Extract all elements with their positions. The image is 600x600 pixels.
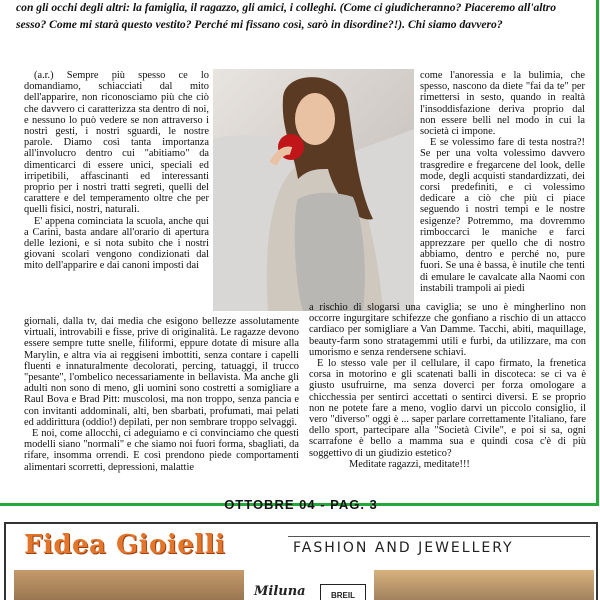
ad-store-photo	[14, 570, 244, 600]
paragraph: come l'anoressia e la bulimia, che spesso, nascono da diete "fai da te" per rimettersi in sesto, quando in realtà l'insoddisfazione deriva proprio dal non essere belli nel modo in cui la società ci impone.	[420, 70, 585, 138]
article-column-right	[420, 70, 585, 294]
ad-logo-breil: BREIL	[320, 584, 366, 600]
bottom-left-text	[24, 316, 299, 473]
page-footer: OTTOBRE 04 - PAG. 3	[224, 497, 378, 512]
divider	[288, 536, 590, 537]
advertisement	[4, 522, 598, 600]
bottom-right-text	[309, 302, 586, 470]
article-photo	[213, 69, 414, 311]
closing-line: Meditate ragazzi, meditate!!!	[349, 458, 470, 470]
paragraph: a rischio di slogarsi una caviglia; se uno è mingherlino non occorre ingurgitare schifezze che gonfiano a rischio di un attacco cardiaco per somigliare a Van Damme. Tacchi, abiti, maquillage, beauty-farm sono stratagemmi utili e furbi, da utilizzare, ma con umorismo e senza rendersene schiavi.	[309, 302, 586, 358]
article-intro: con gli occhi degli altri: la famiglia, il ragazzo, gli amici, i colleghi. (Come ci giudicheranno? Piaceremo all'altro sesso? Come mi starà questo vestito? Perché mi fissano così, sarò in disordine?!). Chi siamo davvero?	[16, 1, 557, 31]
paragraph: E se volessimo fare di testa nostra?! Se per una volta volessimo davvero trasgredire e fregarcene del look, delle mode, degli acquisti standardizzati, dei corsi predefiniti, e ci volessimo dedicare a ciò che più ci piace seguendo i nostri tempi e le nostre esigenze? Potremmo, ma dovremmo rimboccarci le maniche e farci apprezzare per quello che di nostro abbiamo, dentro e perché no, pure fuori. Se una è bassa, è inutile che tenti di emulare le cavalcate alla Naomi con instabili trampoli ai piedi	[420, 137, 585, 294]
paragraph: E noi, come allocchi, ci adeguiamo e ci convinciamo che questi modelli siano "normali" e che siamo noi fuori forma, sbagliati, da rifare, insomma orrendi. E così prendono piede comportamenti alimentari scorretti, depressioni, malattie	[24, 428, 299, 473]
ad-logo-miluna: Miluna	[254, 584, 306, 599]
ad-tagline: FASHION AND JEWELLERY	[293, 540, 514, 556]
paragraph: E lo stesso vale per il cellulare, il capo firmato, la frenetica corsa in motorino e gli scatenati balli in discoteca: se ci va è giusto usufruirne, ma senza doverci per forza omologare a chicchessia per sentirci accettati o sentirci diversi. E se proprio non ne potete fare a meno, voglio darvi un piccolo consiglio, il vero "diverso" oggi è ... saper parlare correttamente l'italiano, fare dello sport, partecipare alla "Società Civile", e poi si sa, ogni scarrafone è bello a mamma sua e quindi cosa c'è di più soggettivo di un giudizio estetico?	[309, 358, 586, 459]
ad-store-photo-right	[374, 570, 594, 600]
woman-with-apple-photo	[213, 69, 414, 311]
paragraph: E' appena cominciata la scuola, anche qui a Carini, basta andare all'orario di apertura delle lezioni, e si nota subito che i nostri giovani scolari vengono condizionati dal mito dell'apparire e dai canoni imposti dai	[24, 215, 209, 272]
ad-brand-name: Fidea Gioielli	[24, 530, 226, 560]
article-column-left	[24, 70, 209, 272]
paragraph: giornali, dalla tv, dai media che esigono bellezze assolutamente virtuali, introvabili e fisse, prive di originalità. Le ragazze devono essere sempre tutte snelle, filiformi, eppure dotate di misure alla Marylin, e altra via ai reggiseni imbottiti, senza contare i capelli fluenti e innaturalmente decolorati, percing, tatuaggi, il trucco "pesante", l'ombelico necessariamente in bellavista. Ma anche gli adulti non sono di meno, gli uomini sono costretti a somigliare a Raul Bova e Brad Pitt: muscolosi, ma non troppo, senza pancia e con invitanti addominali, alti, ben sbarbati, profumati, mai pelati ed addirittura (oddio!) depilati, per non sembrare troppo selvaggi.	[24, 316, 299, 428]
paragraph: (a.r.) Sempre più spesso ce lo domandiamo, schiacciati dal mito dell'apparire, non riconosciamo più che ciò che davvero ci caratterizza sta dentro di noi, e nessuno lo può vedere se non attraverso i nostri gesti, i nostri sguardi, le nostre parole. Diamo così tanta importanza all'involucro dentro cui "abitiamo" da dimenticarci di essere unici, speciali ed irripetibili, affascinanti ed interessanti proprio per i nostri tratti segreti, quelli del carattere e del temperamento oltre che per quelli fisici, nostri, naturali.	[24, 70, 209, 216]
